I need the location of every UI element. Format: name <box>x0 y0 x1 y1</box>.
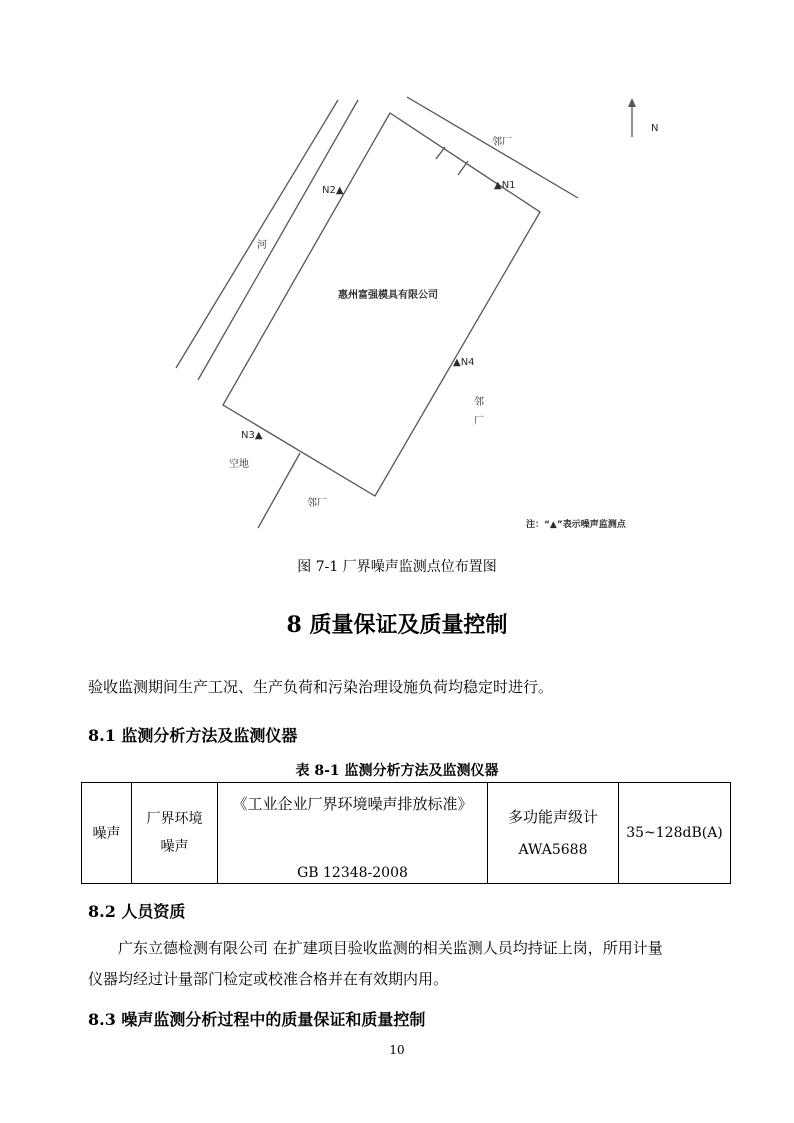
road-bottom-left <box>258 453 300 528</box>
qualification-line-2: 仪器均经过计量部门检定或校准合格并在有效期内用。 <box>88 970 449 988</box>
heading-8-1: 8.1 监测分析方法及监测仪器 <box>88 726 298 745</box>
cell-standard <box>218 783 488 884</box>
figure-caption: 图 7-1 厂界噪声监测点位布置图 <box>297 559 497 575</box>
qualification-line-1: 广东立德检测有限公司 在扩建项目验收监测的相关监测人员均持证上岗，所用计量 <box>118 939 663 957</box>
company-label: 惠州富强模具有限公司 <box>338 290 438 301</box>
cell-instrument <box>488 783 619 884</box>
north-arrow-head-icon <box>628 98 636 107</box>
neighbor-bottom-label: 邻厂 <box>307 498 327 509</box>
section-intro: 验收监测期间生产工况、生产负荷和污染治理设施负荷均稳定时进行。 <box>88 678 554 696</box>
monitoring-point-n2: N2▲ <box>322 185 344 196</box>
heading-8-3: 8.3 噪声监测分析过程中的质量保证和质量控制 <box>88 1010 426 1029</box>
section-title: 8 质量保证及质量控制 <box>286 612 508 638</box>
instrument-name: 多功能声级计 <box>507 807 598 826</box>
river-bank-right <box>198 100 358 380</box>
instrument-model: AWA5688 <box>518 841 588 858</box>
gate-tick <box>436 147 445 159</box>
cell-item-line: 厂界环境 <box>146 811 203 827</box>
page-number: 10 <box>389 1043 405 1057</box>
monitoring-point-n4: ▲N4 <box>453 357 475 368</box>
heading-8-2: 8.2 人员资质 <box>88 902 186 921</box>
company-site-boundary <box>223 113 540 496</box>
standard-name: 《工业企业厂界环境噪声排放标准》 <box>232 795 473 813</box>
gate-tick <box>458 161 468 175</box>
neighbor-right-label: 厂 <box>474 416 484 427</box>
table-row <box>82 783 731 884</box>
standard-code: GB 12348-2008 <box>297 865 408 881</box>
vacant-land-label: 空地 <box>229 459 249 470</box>
river-bank-left <box>176 100 338 368</box>
cell-category: 噪声 <box>82 783 132 884</box>
neighbor-right-label: 邻 <box>474 397 484 408</box>
cell-item-line: 噪声 <box>160 839 189 855</box>
map-note: 注：“▲”表示噪声监测点 <box>526 520 626 530</box>
monitoring-point-n1: ▲N1 <box>494 180 516 191</box>
neighbor-top-label: 邻厂 <box>492 137 512 148</box>
monitoring-point-n3: N3▲ <box>241 430 263 441</box>
river-label: 河 <box>257 240 267 251</box>
north-label: N <box>651 123 659 134</box>
site-layout-map <box>0 0 794 540</box>
cell-item <box>132 783 218 884</box>
methods-table <box>81 782 731 884</box>
table-caption: 表 8-1 监测分析方法及监测仪器 <box>295 763 499 779</box>
cell-range: 35~128dB(A) <box>619 783 731 884</box>
